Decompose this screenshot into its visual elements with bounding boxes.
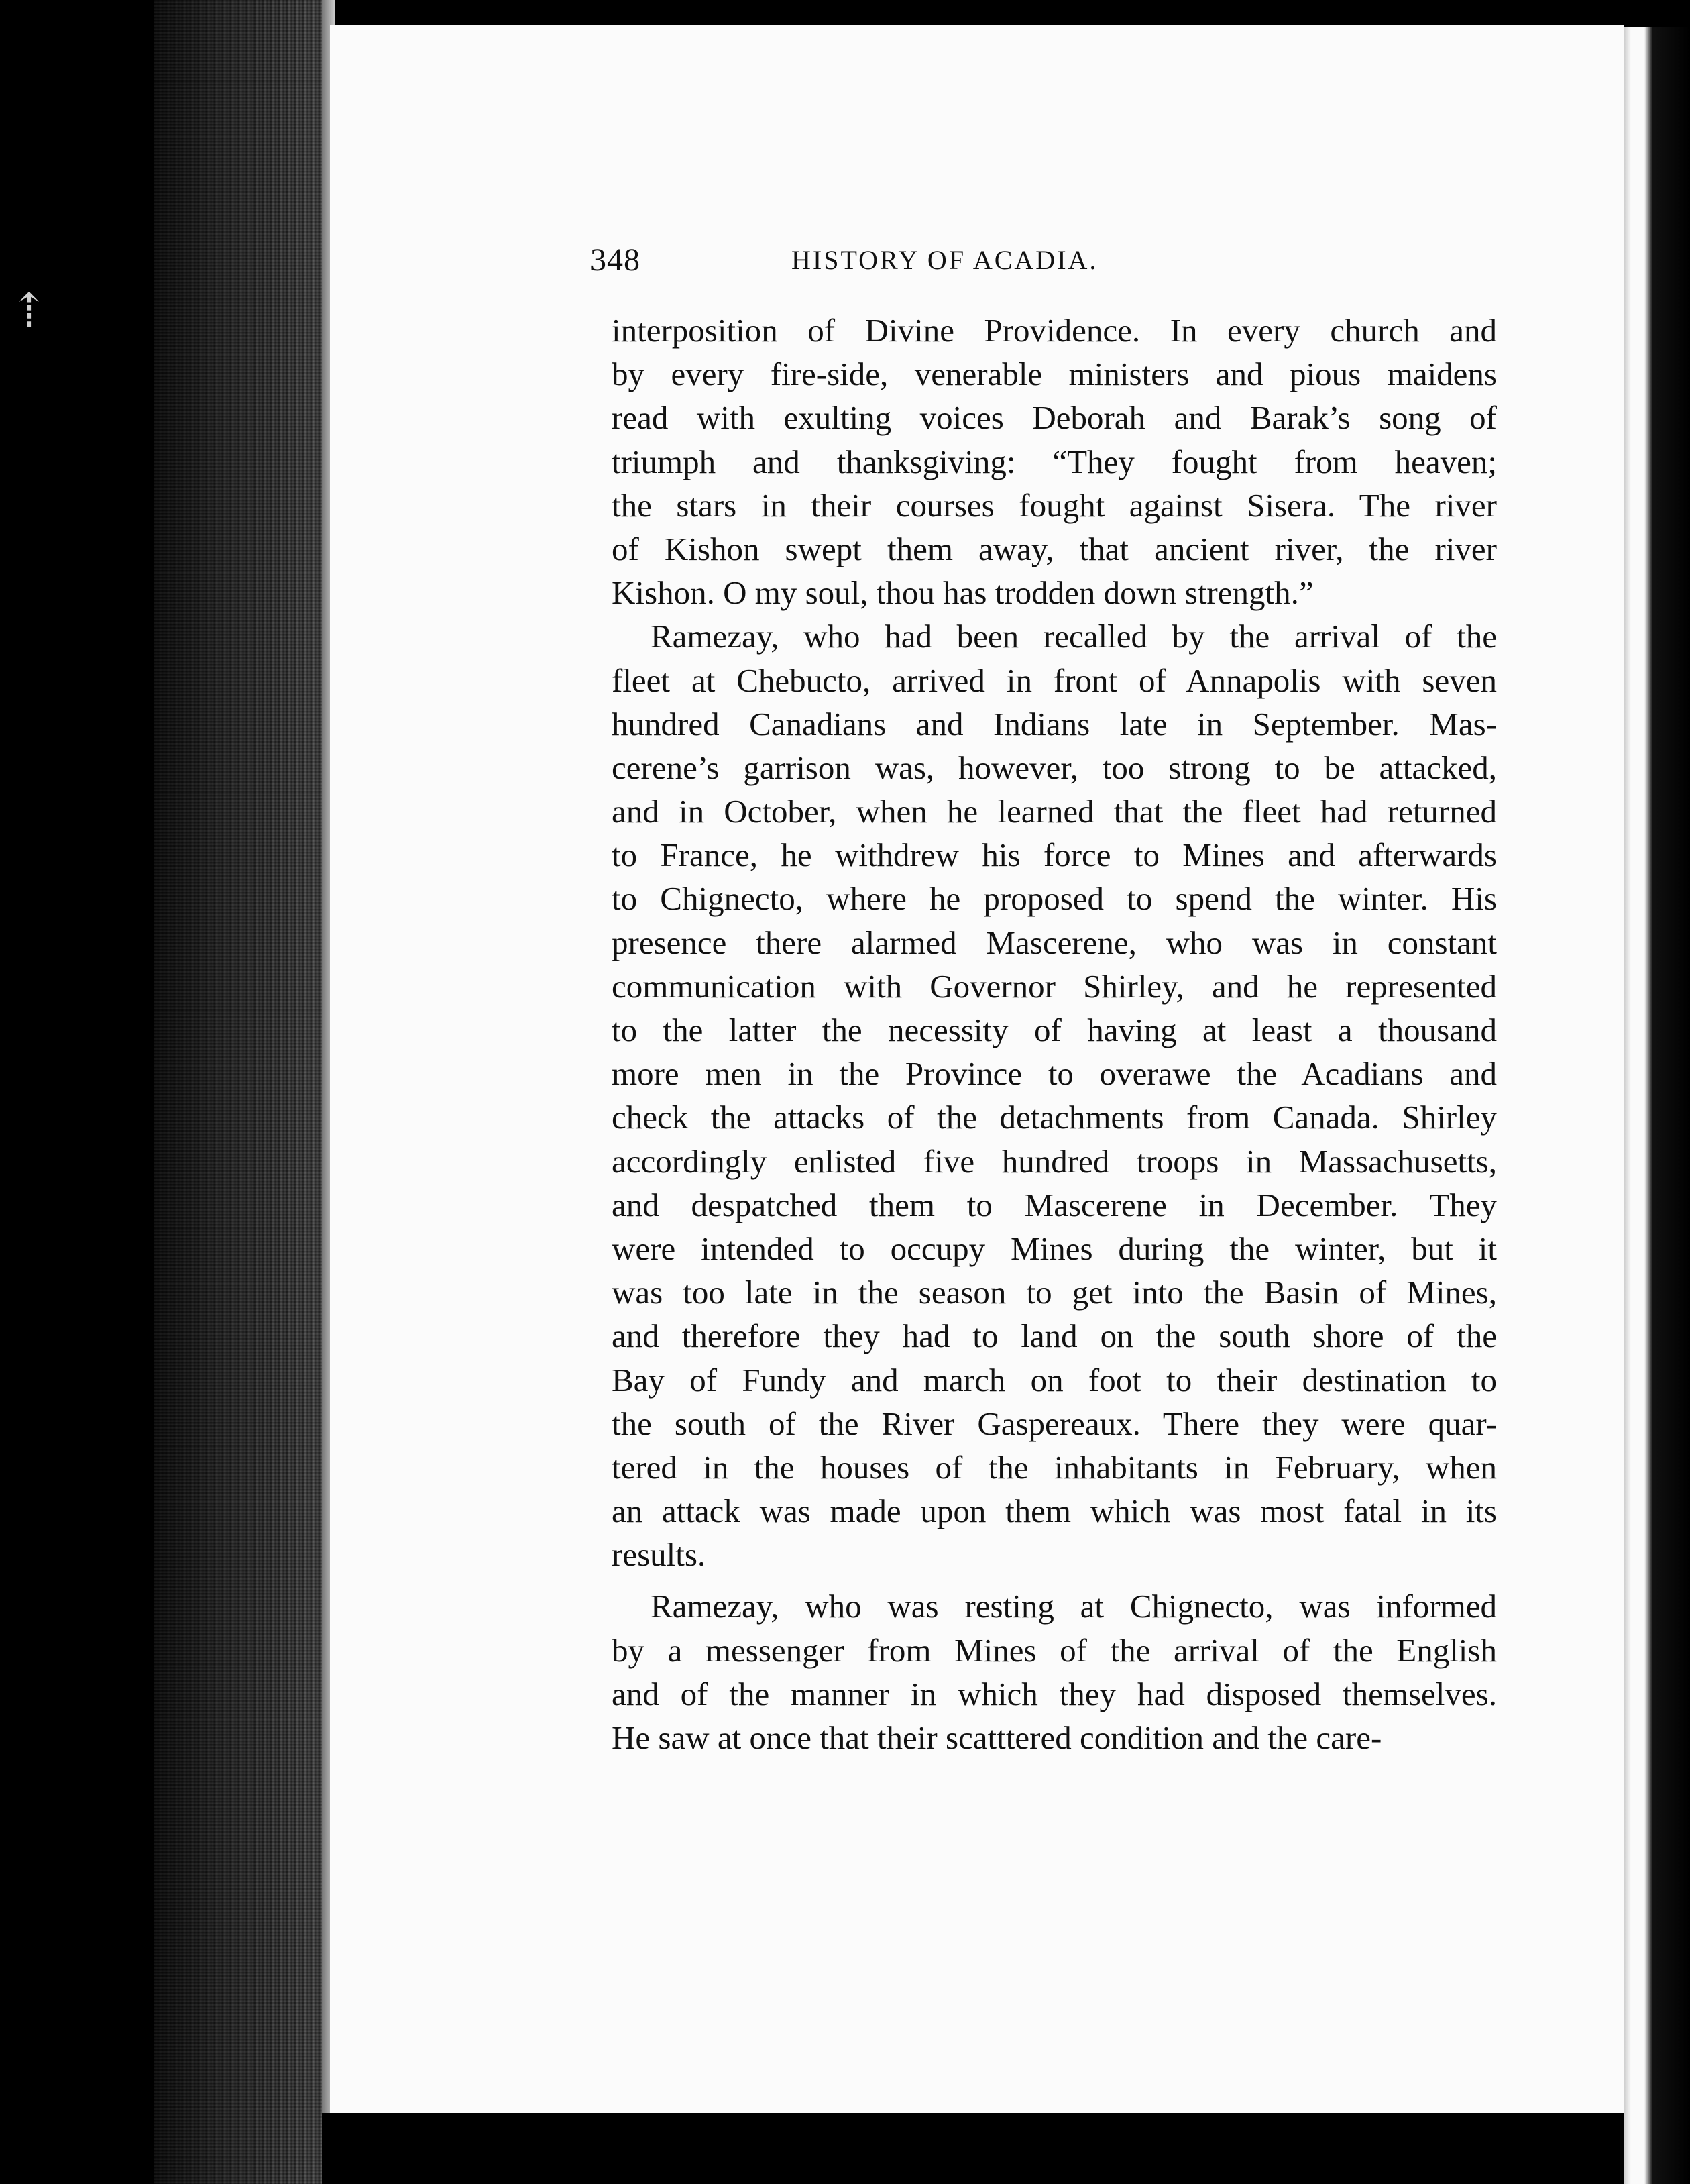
text-line: were intended to occupy Mines during the winter, but it <box>612 1230 1497 1267</box>
next-page-edge <box>1624 27 1690 2184</box>
text-line: and therefore they had to land on the south shore of the <box>612 1317 1497 1355</box>
bottom-scan-border <box>322 2113 1624 2184</box>
paragraph-gap <box>612 1576 1497 1584</box>
text-line: communication with Governor Shirley, and he represented <box>612 967 1497 1005</box>
text-line: to France, he withdrew his force to Mines and afterwards <box>612 836 1497 874</box>
paragraph <box>612 1584 1497 1759</box>
text-line: Ramezay, who had been recalled by the arrival of the <box>651 618 1497 655</box>
text-line: fleet at Chebucto, arrived in front of Annapolis with seven <box>612 661 1497 699</box>
text-line: Ramezay, who was resting at Chignecto, was informed <box>651 1588 1497 1625</box>
text-line: more men in the Province to overawe the Acadians and <box>612 1055 1497 1093</box>
text-line: hundred Canadians and Indians late in September. Mas- <box>612 705 1497 743</box>
text-line: an attack was made upon them which was most fatal in its <box>612 1492 1497 1530</box>
scan-bookmark-icon: ⇡ <box>9 286 49 337</box>
running-head-title: HISTORY OF ACADIA. <box>791 245 1098 275</box>
text-line: the south of the River Gaspereaux. There they were quar- <box>612 1405 1497 1442</box>
page-number: 348 <box>590 242 640 278</box>
text-line: and in October, when he learned that the fleet had returned <box>612 793 1497 830</box>
text-line: and of the manner in which they had disposed themselves. <box>612 1675 1497 1712</box>
text-line: cerene’s garrison was, however, too strong to be attacked, <box>612 749 1497 786</box>
book-page-edges <box>154 0 322 2184</box>
text-line: He saw at once that their scatttered condition and the care- <box>612 1719 1382 1756</box>
text-line: and despatched them to Mascerene in December. They <box>612 1186 1497 1223</box>
text-line: Kishon. O my soul, thou has trodden down strength.” <box>612 574 1314 612</box>
text-line: presence there alarmed Mascerene, who was in constant <box>612 924 1497 961</box>
text-line: was too late in the season to get into the Basin of Mines, <box>612 1274 1497 1311</box>
text-line: tered in the houses of the inhabitants in February, when <box>612 1448 1497 1486</box>
text-line: triumph and thanksgiving: “They fought from heaven; <box>612 443 1497 480</box>
running-head <box>590 241 1502 288</box>
paragraph <box>612 614 1497 1576</box>
text-line: check the attacks of the detachments from Canada. Shirley <box>612 1099 1497 1136</box>
body-text <box>612 309 1497 1759</box>
text-line: read with exulting voices Deborah and Barak’s song of <box>612 399 1497 437</box>
text-line: to the latter the necessity of having at least a thousand <box>612 1012 1497 1048</box>
paragraph <box>612 309 1497 614</box>
text-line: the stars in their courses fought against Sisera. The river <box>612 486 1497 524</box>
text-line: accordingly enlisted five hundred troops in Massachusetts, <box>612 1142 1497 1180</box>
text-line: to Chignecto, where he proposed to spend the winter. His <box>612 880 1497 918</box>
text-line: by every fire-side, venerable ministers and pious maidens <box>612 356 1497 393</box>
text-line: by a messenger from Mines of the arrival of the English <box>612 1631 1497 1669</box>
text-line: interposition of Divine Providence. In every church and <box>612 312 1497 349</box>
text-line: results. <box>612 1536 706 1574</box>
text-line: of Kishon swept them away, that ancient river, the river <box>612 530 1497 567</box>
text-line: Bay of Fundy and march on foot to their destination to <box>612 1361 1497 1399</box>
